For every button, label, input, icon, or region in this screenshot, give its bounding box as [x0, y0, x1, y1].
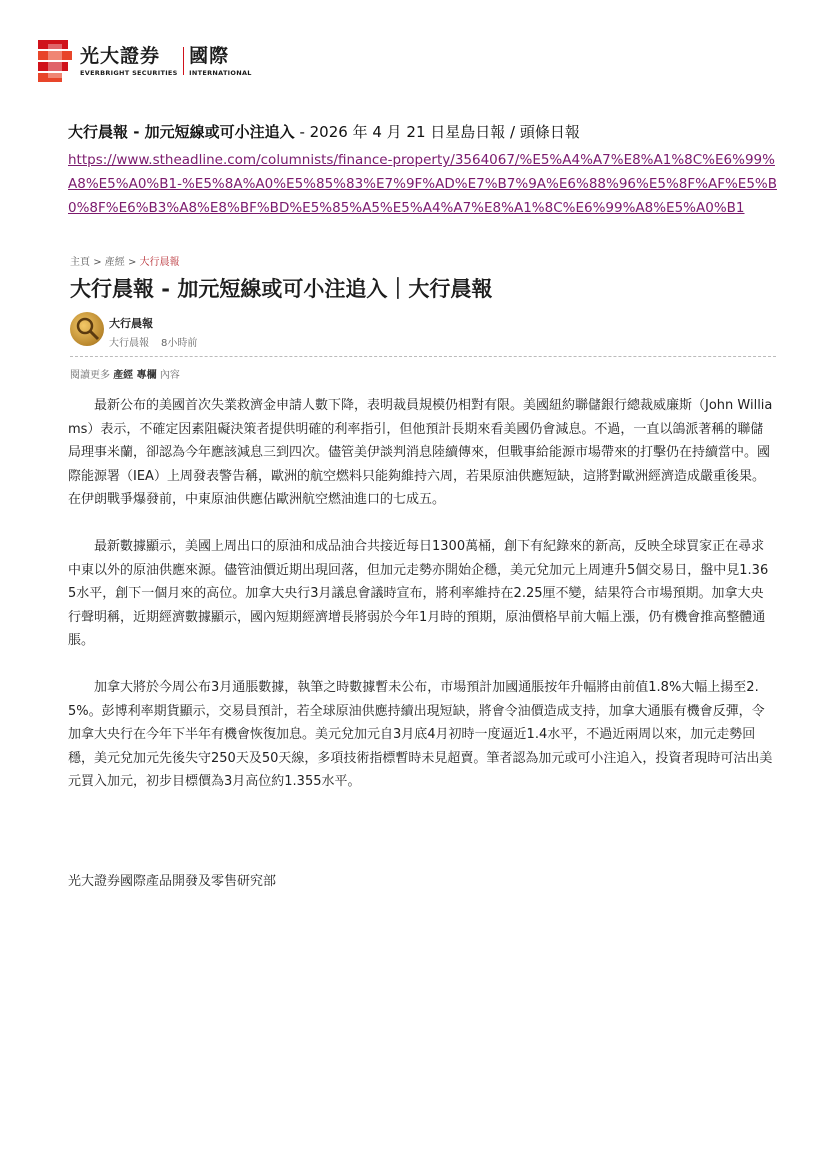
- author-name[interactable]: 大行晨報: [109, 317, 153, 330]
- read-more: [70, 366, 180, 381]
- article-body: [68, 394, 776, 817]
- breadcrumb-home[interactable]: 主頁: [70, 257, 90, 268]
- breadcrumb-current[interactable]: 大行晨報: [139, 257, 180, 268]
- read-more-prefix: 閱讀更多: [70, 370, 110, 381]
- avatar[interactable]: [70, 312, 104, 346]
- article-paragraph: 最新公布的美國首次失業救濟金申請人數下降，表明裁員規模仍相對有限。美國紐約聯儲銀行總裁威廉斯（John Williams）表示，不確定因素阻礙決策者提供明確的利率指引，但他預計長期來看美國仍會減息。不過，一直以鴿派著稱的聯儲局理事米蘭，卻認為今年應該減息三到四次。儘管美伊談判消息陸續傳來，但戰事給能源市場帶來的打擊仍在持續當中。國際能源署（IEA）上周發表警告稱，歐洲的航空燃料只能夠維持六周，若果原油供應短缺，這將對歐洲經濟造成嚴重後果。在伊朗戰爭爆發前，中東原油供應佔歐洲航空燃油進口的七成五。: [68, 398, 773, 507]
- company-logo: [38, 40, 252, 82]
- logo-cn-name: 光大證券: [80, 45, 161, 67]
- magnifier-icon: [70, 312, 104, 346]
- article-paragraph: 加拿大將於今周公布3月通脹數據，執筆之時數據暫未公布，市場預計加國通脹按年升幅將由前值1.8%大幅上揚至2.5%。彭博利率期貨顯示，交易員預計，若全球原油供應持續出現短缺，將會令油價造成支持，加拿大通脹有機會反彈，令加拿大央行在今年下半年有機會恢復加息。美元兌加元自3月底4月初時一度逼近1.4水平，不過近兩周以來，加元走勢回穩，美元兌加元先後失守250天及50天線，多項技術指標暫時未見超賣。筆者認為加元或可小注追入，投資者現時可沽出美元買入加元，初步目標價為3月高位約1.355水平。: [68, 680, 773, 789]
- divider: [70, 356, 776, 357]
- article-paragraph: 最新數據顯示，美國上周出口的原油和成品油合共接近每日1300萬桶，創下有紀錄來的新高，反映全球買家正在尋求中東以外的原油供應來源。儘管油價近期出現回落，但加元走勢亦開始企穩，美元兌加元上周連升5個交易日，盤中見1.365水平，創下一個月來的高位。加拿大央行3月議息會議時宣布，將利率維持在2.25厘不變，結果符合市場預期。加拿大央行聲明稱，近期經濟數據顯示，國內短期經濟增長將弱於今年1月時的預期，原油價格早前大幅上漲，仍有機會推高整體通脹。: [68, 539, 769, 648]
- read-more-tags[interactable]: 產經 專欄: [113, 370, 157, 381]
- logo-en-intl: INTERNATIONAL: [189, 69, 252, 77]
- document-source: - 2026 年 4 月 21 日星島日報 / 頭條日報: [294, 123, 580, 141]
- page-title: 大行晨報 - 加元短線或可小注追入｜大行晨報: [70, 277, 493, 301]
- publish-time: 8小時前: [161, 338, 198, 349]
- research-dept-signature: 光大證券國際產品開發及零售研究部: [68, 874, 277, 889]
- breadcrumb-section[interactable]: 產經: [104, 257, 125, 268]
- everbright-logo-icon: [38, 40, 72, 82]
- breadcrumb-separator: >: [93, 257, 102, 268]
- byline: 大行晨報: [109, 338, 149, 349]
- document-title: 大行晨報 - 加元短線或可小注追入: [68, 123, 295, 141]
- document-header: [68, 121, 580, 142]
- logo-en-name: EVERBRIGHT SECURITIES: [80, 69, 178, 77]
- logo-cn-intl: 國際: [189, 45, 230, 67]
- breadcrumb-separator: >: [127, 257, 137, 268]
- article-meta: [109, 334, 197, 349]
- read-more-suffix: 內容: [159, 370, 180, 381]
- breadcrumb: [70, 253, 180, 268]
- source-link[interactable]: https://www.stheadline.com/columnists/finance-property/3564067/%E5%A4%A7%E8%A1%8C%E6%99%A8%E5%A0%B1-%E5%8A%A0%E5%85%83%E7%9F%AD%E7%B7%9A%E6%88%96%E5%8F%AF%E5%B0%8F%E6%B3%A8%E8%BF%BD%E5%85%A5%E5%A4%A7%E8%A1%8C%E6%99%A8%E5%A0%B1: [68, 152, 777, 216]
- logo-divider: [183, 47, 185, 75]
